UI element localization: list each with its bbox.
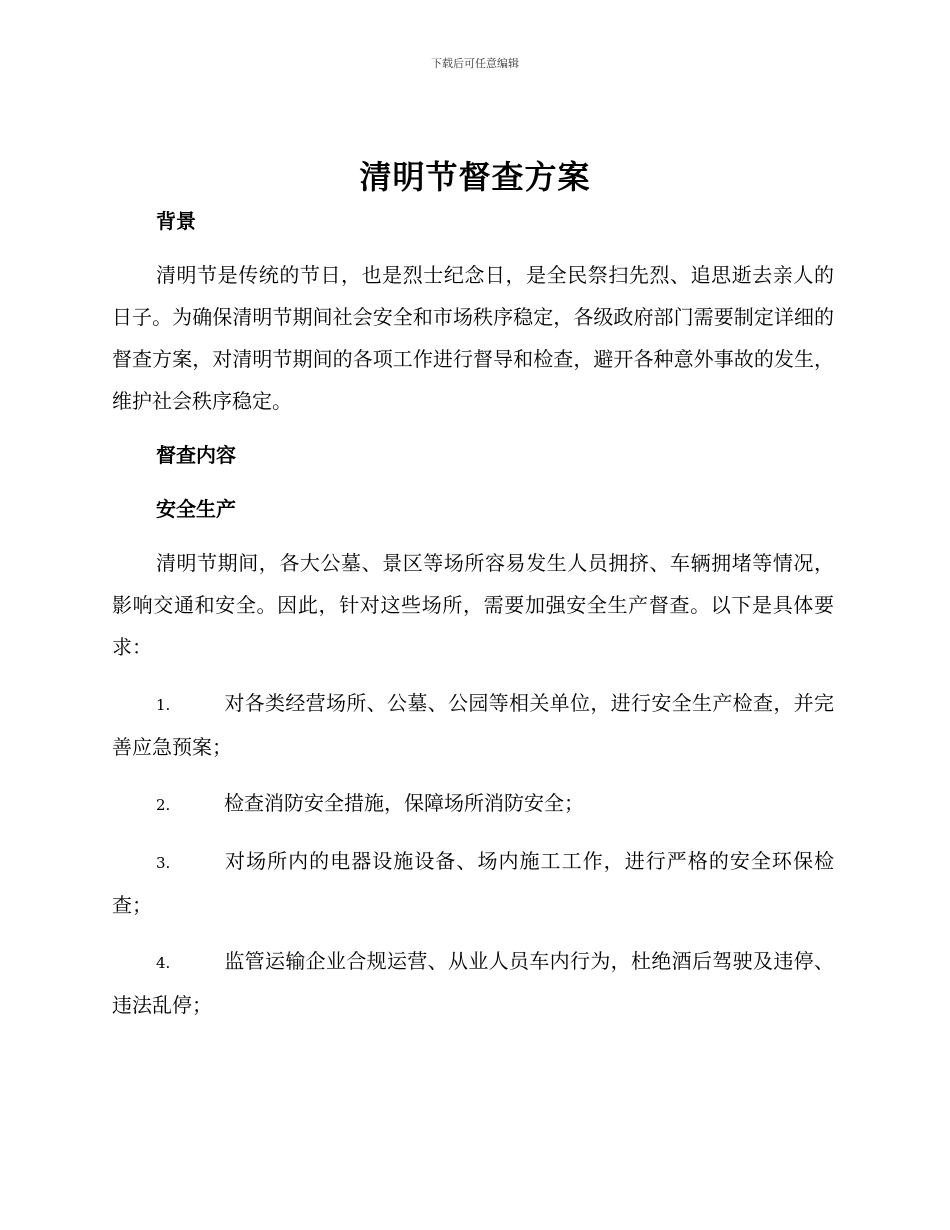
list-item: [112, 782, 834, 826]
background-paragraph: 清明节是传统的节日，也是烈士纪念日，是全民祭扫先烈、追思逝去亲人的日子。为确保清明节期间社会安全和市场秩序稳定，各级政府部门需要制定详细的督查方案，对清明节期间的各项工作进行督导和检查，避开各种意外事故的发生，维护社会秩序稳定。: [112, 263, 834, 413]
section-heading-safety: 安全生产: [156, 497, 236, 521]
section-heading-background: 背景: [156, 209, 196, 233]
list-item-number: 2.: [156, 796, 171, 814]
page-header-note: 下载后可任意编辑: [431, 57, 519, 70]
document-body: [112, 200, 834, 1026]
safety-paragraph: 清明节期间，各大公墓、景区等场所容易发生人员拥挤、车辆拥堵等情况，影响交通和安全。因此，针对这些场所，需要加强安全生产督查。以下是具体要求：: [112, 551, 834, 659]
list-item: [112, 840, 834, 926]
list-item-text: 监管运输企业合规运营、从业人员车内行为，杜绝酒后驾驶及违停、违法乱停；: [112, 949, 834, 1017]
list-item: [112, 940, 834, 1026]
list-item-number: 3.: [156, 854, 171, 872]
document-title: 清明节督查方案: [359, 158, 591, 196]
list-item: [112, 682, 834, 768]
list-item-number: 1.: [156, 696, 171, 714]
list-item-text: 检查消防安全措施，保障场所消防安全；: [224, 791, 584, 815]
list-item-text: 对场所内的电器设施设备、场内施工工作，进行严格的安全环保检查；: [112, 849, 834, 917]
list-item-text: 对各类经营场所、公墓、公园等相关单位，进行安全生产检查，并完善应急预案；: [112, 691, 834, 759]
list-item-number: 4.: [156, 954, 171, 972]
section-heading-content: 督查内容: [156, 443, 236, 467]
